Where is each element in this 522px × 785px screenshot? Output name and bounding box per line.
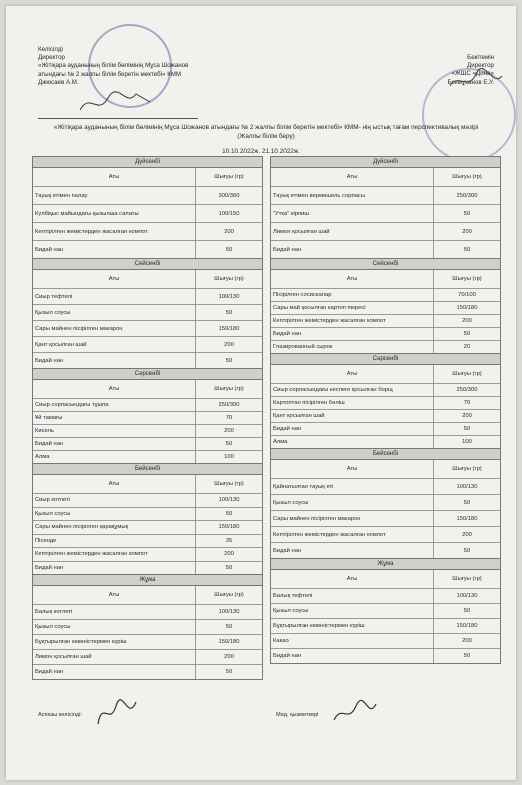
menu-item-qty: 70 bbox=[463, 400, 471, 406]
approval-org-line2: атындағы № 2 жалпы білім беретін мектебі» КММ bbox=[38, 70, 182, 78]
menu-document bbox=[6, 6, 516, 780]
approver-signature bbox=[446, 66, 506, 96]
approval-position: Директор bbox=[38, 54, 65, 62]
menu-item-qty: 50 bbox=[463, 246, 471, 253]
menu-item-qty: 50 bbox=[463, 210, 471, 217]
menu-item-row bbox=[271, 187, 500, 205]
menu-item-name: Қызыл соусы bbox=[33, 508, 196, 521]
menu-item-qty: 100/130 bbox=[218, 293, 240, 300]
menu-item-row bbox=[271, 619, 500, 634]
column-header-name: Аты bbox=[33, 475, 196, 493]
column-header-row bbox=[271, 570, 500, 589]
menu-item-row bbox=[33, 620, 262, 635]
menu-item-row bbox=[271, 436, 500, 448]
menu-item-qty: 50 bbox=[463, 608, 471, 614]
menu-item-qty: 50 bbox=[225, 624, 233, 630]
menu-item-name: Пісірілген сосискалар bbox=[271, 289, 434, 301]
menu-item-qty: 200 bbox=[462, 413, 472, 419]
menu-item-row bbox=[271, 241, 500, 258]
menu-item-qty: 50 bbox=[225, 441, 233, 447]
menu-item-row bbox=[271, 289, 500, 302]
day-name: Бейсенбі bbox=[271, 449, 500, 460]
menu-item-row bbox=[33, 187, 262, 205]
director-signature bbox=[76, 88, 156, 118]
menu-item-row bbox=[271, 634, 500, 649]
column-header-name: Аты bbox=[33, 270, 196, 288]
menu-item-row bbox=[271, 543, 500, 558]
menu-item-row bbox=[271, 511, 500, 527]
menu-item-name: Қант қосылған шай bbox=[271, 410, 434, 422]
day-block bbox=[270, 449, 501, 559]
menu-item-name: Картоптан пісірілген бәліш bbox=[271, 397, 434, 409]
approval-person: Джюсаев А.М. bbox=[38, 78, 79, 86]
menu-item-name: Қайнатылған тауық еті bbox=[271, 479, 434, 494]
signature-label-right: Мед. қызметкері bbox=[276, 712, 319, 718]
column-header-name: Аты bbox=[33, 168, 196, 186]
menu-item-row bbox=[271, 223, 500, 241]
menu-item-qty: 200 bbox=[462, 638, 472, 644]
menu-item-name: Какао bbox=[271, 634, 434, 648]
menu-item-row bbox=[33, 605, 262, 620]
menu-item-row bbox=[33, 337, 262, 353]
menu-item-qty: 200 bbox=[224, 228, 234, 235]
menu-item-qty: 100/130 bbox=[456, 483, 478, 490]
column-header-row bbox=[33, 270, 262, 289]
column-header-name: Аты bbox=[33, 380, 196, 398]
approval-block-left bbox=[38, 46, 288, 87]
menu-item-qty: 50 bbox=[225, 564, 233, 571]
menu-item-name: Алма bbox=[33, 451, 196, 463]
menu-item-qty: 300/360 bbox=[218, 192, 240, 199]
menu-item-row bbox=[271, 423, 500, 436]
menu-item-row bbox=[33, 305, 262, 321]
menu-item-row bbox=[271, 341, 500, 353]
menu-item-qty: 250/300 bbox=[218, 402, 240, 408]
column-header-name: Аты bbox=[271, 270, 434, 288]
menu-item-qty: 150/180 bbox=[456, 515, 478, 522]
approve-label: Бекітемін bbox=[467, 54, 494, 61]
menu-item-name: Сиыр тефтелі bbox=[33, 289, 196, 304]
menu-item-name: Кептірілген жемістерден жасалған компот bbox=[33, 223, 196, 240]
menu-item-qty: 50 bbox=[225, 357, 233, 364]
document-title: «Жітіқара ауданының білім бөлімінің Мұса Шожанов атындағы № 2 жалпы білім беретін мектебі» КММ- нің ыстық тағам перспективалық мәзірі (Жалпы білім беру) bbox=[53, 124, 479, 140]
day-block bbox=[32, 464, 263, 575]
menu-item-row bbox=[33, 562, 262, 575]
menu-item-row bbox=[33, 548, 262, 562]
menu-item-qty: 150/180 bbox=[456, 623, 478, 629]
menu-item-row bbox=[271, 589, 500, 604]
column-header-row bbox=[33, 168, 262, 187]
menu-item-name: Кептірілген жемістерден жасалған компот bbox=[271, 315, 434, 327]
day-name: Сәрсенбі bbox=[33, 369, 262, 380]
menu-item-qty: 50 bbox=[463, 547, 471, 554]
column-header-row bbox=[271, 270, 500, 289]
menu-item-row bbox=[33, 321, 262, 337]
approve-org: «ЖШС «Дина» bbox=[451, 70, 494, 78]
column-header-row bbox=[33, 475, 262, 494]
day-name: Жұма bbox=[271, 559, 500, 570]
menu-item-name: Бидай нан bbox=[271, 328, 434, 340]
column-header-name: Аты bbox=[271, 570, 434, 588]
menu-item-row bbox=[33, 494, 262, 508]
menu-item-row bbox=[33, 412, 262, 425]
column-header-qty: Шығуы (гр) bbox=[452, 276, 482, 282]
menu-item-name: Ұй тамағы bbox=[33, 412, 196, 424]
menu-item-qty: 50 bbox=[463, 426, 471, 432]
approve-position: Директор bbox=[467, 62, 494, 70]
column-header-qty: Шығуы (гр) bbox=[452, 576, 482, 582]
menu-item-name: Бидай нан bbox=[33, 438, 196, 450]
menu-item-qty: 50 bbox=[463, 331, 471, 337]
approve-person: Бекмұханов Е.У. bbox=[447, 78, 494, 86]
day-block bbox=[270, 259, 501, 354]
menu-item-qty: 50 bbox=[225, 246, 233, 253]
menu-item-row bbox=[33, 451, 262, 463]
menu-item-row bbox=[33, 665, 262, 679]
menu-column-right bbox=[270, 156, 501, 664]
menu-item-row bbox=[33, 289, 262, 305]
menu-item-name: Бидай нан bbox=[271, 423, 434, 435]
menu-item-name: Бидай нан bbox=[271, 543, 434, 558]
menu-item-name: Балық тефтелі bbox=[271, 589, 434, 603]
menu-item-qty: 200 bbox=[462, 531, 472, 538]
menu-item-qty: 100 bbox=[462, 439, 472, 445]
menu-item-name: Сары майнен пісірілген қарақұмық bbox=[33, 521, 196, 534]
menu-item-row bbox=[271, 649, 500, 663]
menu-item-row bbox=[33, 508, 262, 522]
menu-item-qty: 20 bbox=[463, 344, 471, 350]
menu-item-name: Қызыл соусы bbox=[33, 620, 196, 634]
menu-item-qty: 50 bbox=[225, 510, 233, 517]
menu-item-row bbox=[33, 438, 262, 451]
menu-item-row bbox=[33, 223, 262, 241]
menu-item-name: "Утка" кірпиш bbox=[271, 205, 434, 222]
menu-item-name: Сиыр сорпасындағы тұшпа bbox=[33, 399, 196, 411]
menu-item-name: Балық котлеті bbox=[33, 605, 196, 619]
menu-item-qty: 70 bbox=[225, 415, 233, 421]
day-name: Бейсенбі bbox=[33, 464, 262, 475]
menu-item-name: Лимон қосылған шай bbox=[271, 223, 434, 240]
menu-item-name: Сиыр сорпасындағы кеспеге қосылған борщ bbox=[271, 384, 434, 396]
day-block bbox=[32, 369, 263, 464]
menu-item-qty: 50 bbox=[463, 653, 471, 659]
column-header-qty: Шығуы (гр) bbox=[452, 174, 482, 180]
menu-item-name: Бидай нан bbox=[33, 241, 196, 258]
column-header-qty: Шығуы (гр) bbox=[214, 592, 244, 598]
menu-item-row bbox=[33, 635, 262, 650]
menu-item-qty: 200 bbox=[224, 341, 234, 348]
menu-item-row bbox=[271, 205, 500, 223]
divider-line bbox=[38, 118, 198, 119]
nurse-signature bbox=[330, 696, 380, 730]
column-header-qty: Шығуы (гр) bbox=[452, 466, 482, 472]
column-header-qty: Шығуы (гр) bbox=[214, 174, 244, 180]
day-block bbox=[270, 559, 501, 664]
day-block bbox=[270, 354, 501, 449]
menu-item-qty: 150/180 bbox=[218, 325, 240, 332]
column-header-qty: Шығуы (гр) bbox=[452, 371, 482, 377]
menu-item-name: Сары майнен пісірілген макарон bbox=[271, 511, 434, 526]
signature-label-left: Аспазы келісілді: bbox=[38, 712, 83, 718]
menu-item-row bbox=[33, 353, 262, 368]
menu-item-qty: 200 bbox=[224, 654, 234, 660]
menu-item-name: Бидай нан bbox=[33, 665, 196, 679]
menu-item-name: Пісенде bbox=[33, 535, 196, 548]
menu-item-qty: 250/300 bbox=[456, 387, 478, 393]
menu-item-name: Сиыр котлеті bbox=[33, 494, 196, 507]
menu-item-row bbox=[271, 315, 500, 328]
cook-signature bbox=[92, 696, 142, 730]
menu-item-row bbox=[271, 384, 500, 397]
menu-item-name: Бидай нан bbox=[33, 562, 196, 575]
menu-item-qty: 50 bbox=[463, 499, 471, 506]
column-header-row bbox=[33, 380, 262, 399]
menu-item-row bbox=[271, 604, 500, 619]
menu-item-name: Сары май қосылған картоп пюресі bbox=[271, 302, 434, 314]
menu-item-name: Кептірілген жемістерден жасалған компот bbox=[271, 527, 434, 542]
menu-item-row bbox=[271, 410, 500, 423]
menu-item-name: Глазированный сырок bbox=[271, 341, 434, 353]
menu-item-qty: 200 bbox=[462, 228, 472, 235]
menu-item-qty: 150/180 bbox=[218, 524, 240, 531]
column-header-name: Аты bbox=[271, 460, 434, 478]
menu-item-qty: 150/180 bbox=[218, 639, 240, 645]
menu-item-name: Тауық етімен вермишель сорпасы bbox=[271, 187, 434, 204]
menu-item-qty: 100/130 bbox=[456, 593, 478, 599]
menu-item-qty: 50 bbox=[225, 669, 233, 675]
menu-item-name: Қант қосылған шай bbox=[33, 337, 196, 352]
menu-item-row bbox=[33, 535, 262, 549]
menu-item-row bbox=[33, 425, 262, 438]
menu-column-left bbox=[32, 156, 263, 680]
menu-item-name: Бидай нан bbox=[271, 649, 434, 663]
approval-org-line1: «Жітіқара ауданының білім бөлімінің Мұса Шожанов bbox=[38, 62, 189, 70]
menu-item-qty: 100 bbox=[224, 454, 234, 460]
menu-item-qty: 50 bbox=[225, 309, 233, 316]
day-name: Сейсенбі bbox=[271, 259, 500, 270]
menu-item-name: Лимон қосылған шай bbox=[33, 650, 196, 664]
column-header-row bbox=[33, 586, 262, 605]
menu-item-row bbox=[271, 302, 500, 315]
menu-item-name: Қызыл соусы bbox=[271, 495, 434, 510]
column-header-qty: Шығуы (гр) bbox=[214, 481, 244, 487]
day-name: Жұма bbox=[33, 575, 262, 586]
column-header-row bbox=[271, 365, 500, 384]
approval-label: Келісілді bbox=[38, 46, 63, 53]
menu-item-name: Кисель bbox=[33, 425, 196, 437]
menu-item-name: Алма bbox=[271, 436, 434, 448]
menu-item-name: Қызыл соусы bbox=[271, 604, 434, 618]
column-header-name: Аты bbox=[33, 586, 196, 604]
menu-item-qty: 35 bbox=[225, 537, 233, 544]
menu-period: 10.10.2022ж. 21.10.2022ж. bbox=[222, 148, 300, 155]
menu-item-name: Сары майнен пісірілген макарон bbox=[33, 321, 196, 336]
menu-item-row bbox=[33, 241, 262, 258]
menu-item-row bbox=[33, 399, 262, 412]
column-header-qty: Шығуы (гр) bbox=[214, 386, 244, 392]
menu-item-row bbox=[271, 527, 500, 543]
menu-item-row bbox=[271, 479, 500, 495]
day-block bbox=[32, 156, 263, 259]
menu-item-row bbox=[33, 521, 262, 535]
column-header-row bbox=[271, 168, 500, 187]
menu-item-row bbox=[33, 650, 262, 665]
menu-item-row bbox=[271, 495, 500, 511]
menu-item-qty: 250/300 bbox=[456, 192, 478, 199]
column-header-name: Аты bbox=[271, 365, 434, 383]
day-name: Дүйсенбі bbox=[271, 157, 500, 168]
menu-item-name: Бұқтырылған көкөністермен күріш bbox=[271, 619, 434, 633]
menu-item-qty: 200 bbox=[224, 551, 234, 558]
menu-item-row bbox=[271, 328, 500, 341]
menu-item-qty: 70/100 bbox=[458, 292, 476, 298]
day-block bbox=[32, 575, 263, 680]
menu-item-qty: 100/130 bbox=[218, 497, 240, 504]
menu-item-qty: 100/130 bbox=[218, 609, 240, 615]
day-name: Сәрсенбі bbox=[271, 354, 500, 365]
menu-item-name: Бұқтырылған көкөністермен күріш bbox=[33, 635, 196, 649]
menu-item-name: Тауық етімен палау bbox=[33, 187, 196, 204]
menu-item-qty: 200 bbox=[462, 318, 472, 324]
menu-item-name: Қызыл соусы bbox=[33, 305, 196, 320]
day-name: Дүйсенбі bbox=[33, 157, 262, 168]
column-header-row bbox=[271, 460, 500, 479]
menu-item-name: Бидай нан bbox=[271, 241, 434, 258]
day-block bbox=[32, 259, 263, 369]
menu-item-row bbox=[33, 205, 262, 223]
menu-item-name: Бидай нан bbox=[33, 353, 196, 368]
column-header-name: Аты bbox=[271, 168, 434, 186]
menu-item-row bbox=[271, 397, 500, 410]
day-name: Сейсенбі bbox=[33, 259, 262, 270]
column-header-qty: Шығуы (гр) bbox=[214, 276, 244, 282]
menu-item-qty: 150/180 bbox=[456, 305, 478, 311]
day-block bbox=[270, 156, 501, 259]
menu-item-name: Күлбіқыс майындағы қызылша салаты bbox=[33, 205, 196, 222]
menu-item-name: Кептірілген жемістерден жасалған компот bbox=[33, 548, 196, 561]
menu-item-qty: 200 bbox=[224, 428, 234, 434]
menu-item-qty: 100/150 bbox=[218, 210, 240, 217]
